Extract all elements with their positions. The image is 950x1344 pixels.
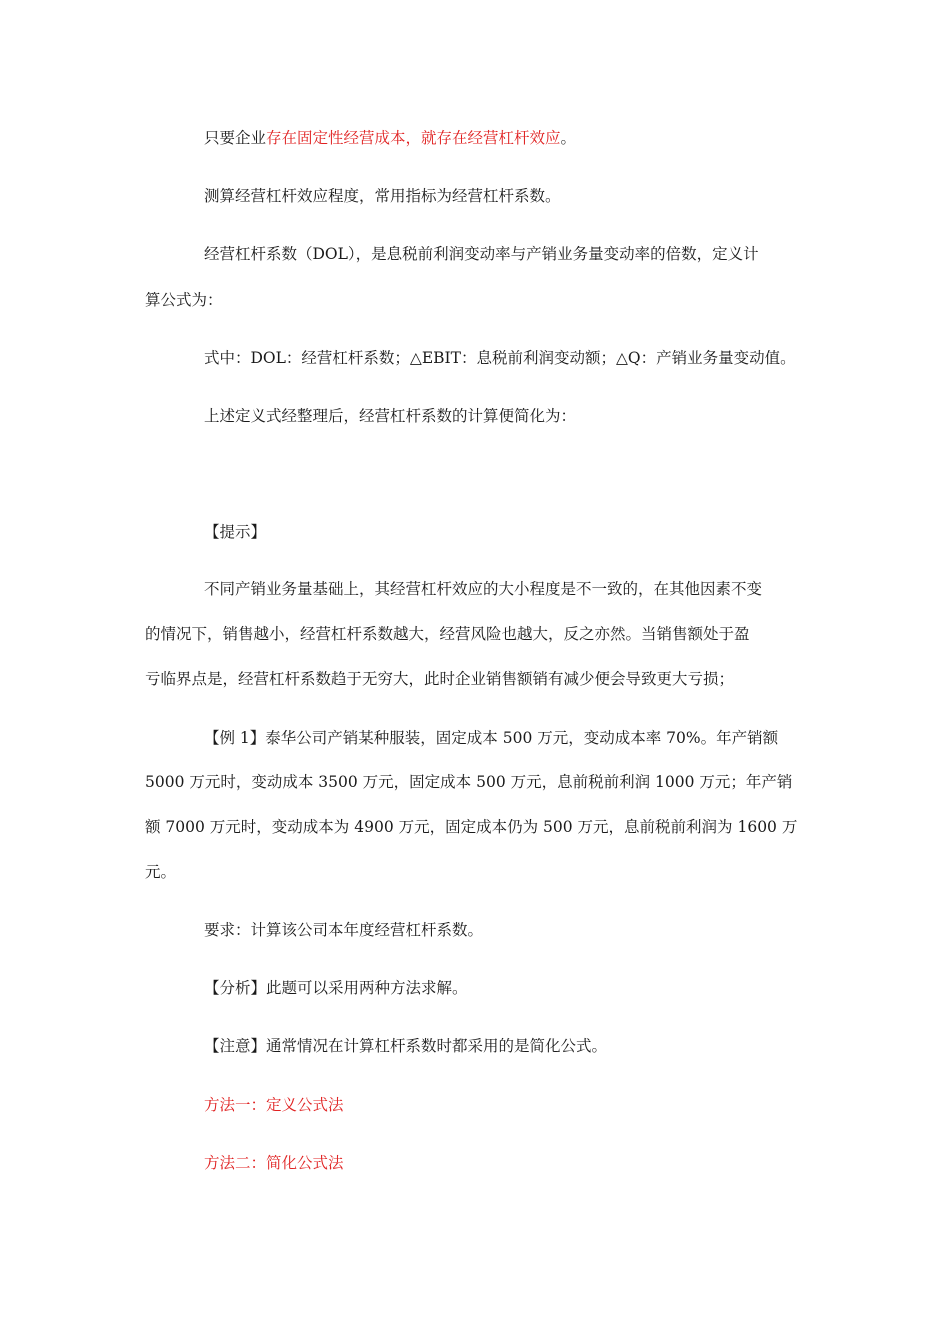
example-line2: 5000 万元时，变动成本 3500 万元，固定成本 500 万元，息前税前利润 1000 万元；年产销 [145,773,793,791]
tip-heading: 【提示】 [204,523,267,541]
example-line1: 【例 1】泰华公司产销某种服装，固定成本 500 万元，变动成本率 70%。年产销额 [204,729,779,747]
paragraph-dol-definition-line1: 经营杠杆系数（DOL），是息税前利润变动率与产销业务量变动率的倍数，定义计 [204,245,759,263]
text-plain: 。 [560,129,577,147]
text-plain: 只要企业 [204,129,267,147]
paragraph-measure: 测算经营杠杆效应程度，常用指标为经营杠杆系数。 [204,187,561,205]
note-text: 【注意】通常情况在计算杠杆系数时都采用的是简化公式。 [204,1037,608,1055]
tip-line2: 的情况下，销售越小，经营杠杆系数越大，经营风险也越大，反之亦然。当销售额处于盈 [145,625,750,643]
paragraph-dol-definition-line2: 算公式为： [145,291,223,309]
tip-line3: 亏临界点是，经营杠杆系数趋于无穷大，此时企业销售额销有减少便会导致更大亏损； [145,670,735,688]
analysis-text: 【分析】此题可以采用两种方法求解。 [204,979,468,997]
example-line3: 额 7000 万元时，变动成本为 4900 万元，固定成本仍为 500 万元，息前税前利润为 1600 万 [145,818,798,836]
paragraph-simplified-intro: 上述定义式经整理后，经营杠杆系数的计算便简化为： [204,407,577,425]
paragraph-operating-leverage-condition [204,128,576,148]
example-line4: 元。 [145,863,177,881]
requirement-text: 要求：计算该公司本年度经营杠杆系数。 [204,921,484,939]
method-one-heading: 方法一：定义公式法 [204,1096,344,1114]
paragraph-formula-legend: 式中：DOL：经营杠杆系数；△EBIT：息税前利润变动额；△Q：产销业务量变动值。 [204,349,796,367]
text-highlight: 存在固定性经营成本，就存在经营杠杆效应 [266,129,561,147]
tip-line1: 不同产销业务量基础上，其经营杠杆效应的大小程度是不一致的，在其他因素不变 [204,580,763,598]
method-two-heading: 方法二：简化公式法 [204,1154,344,1172]
